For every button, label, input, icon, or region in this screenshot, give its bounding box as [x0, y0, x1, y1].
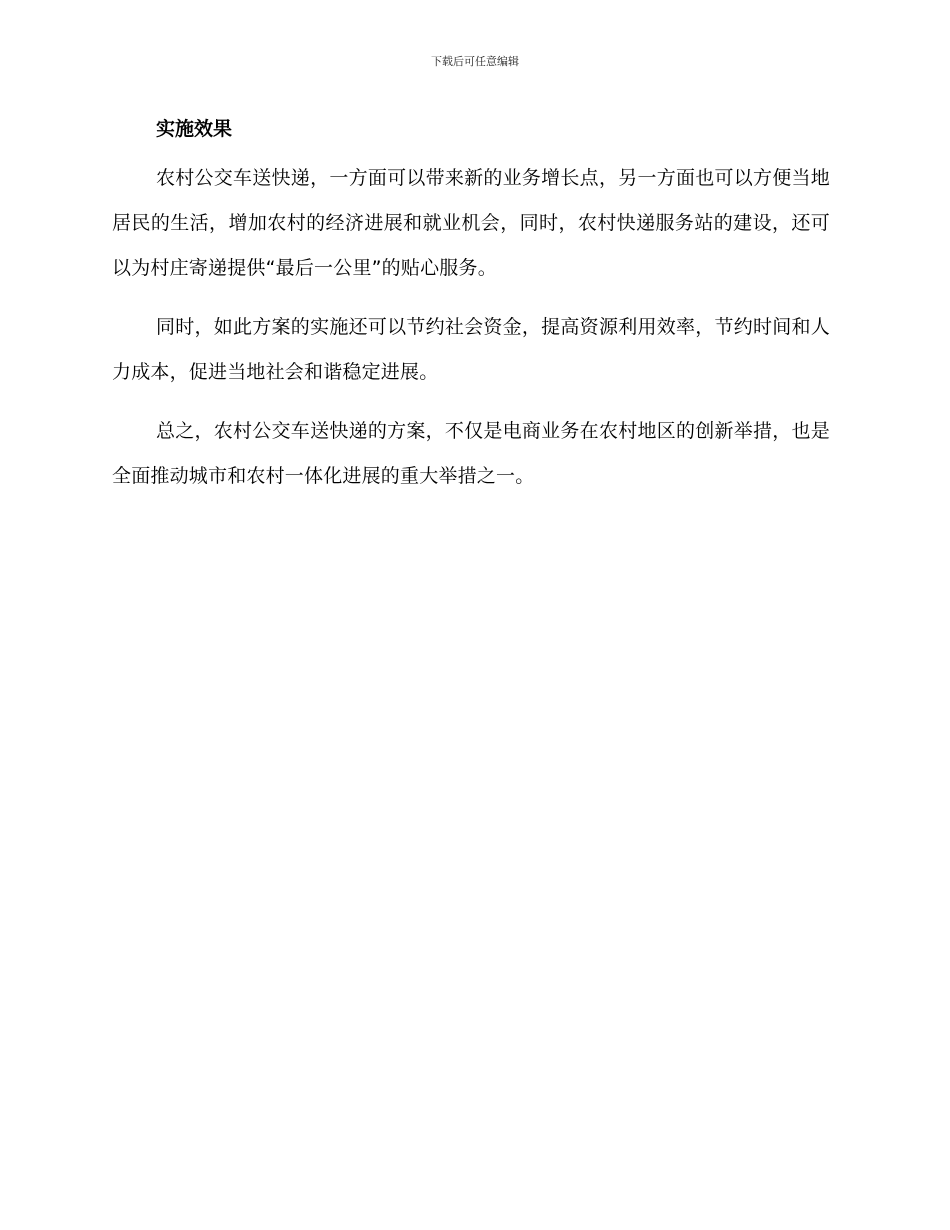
body-paragraph-2: 同时，如此方案的实施还可以节约社会资金，提高资源利用效率，节约时间和人力成本，促进当地社会和谐稳定进展。	[112, 316, 830, 383]
section-heading: 实施效果	[156, 118, 233, 140]
body-paragraph-3: 总之，农村公交车送快递的方案，不仅是电商业务在农村地区的创新举措，也是全面推动城市和农村一体化进展的重大举措之一。	[112, 420, 830, 487]
page-header: 下载后可任意编辑	[431, 55, 519, 68]
body-paragraph-1: 农村公交车送快递，一方面可以带来新的业务增长点，另一方面也可以方便当地居民的生活，增加农村的经济进展和就业机会，同时，农村快递服务站的建设，还可以为村庄寄递提供“最后一公里”的贴心服务。	[112, 167, 830, 279]
document-body	[112, 114, 830, 499]
